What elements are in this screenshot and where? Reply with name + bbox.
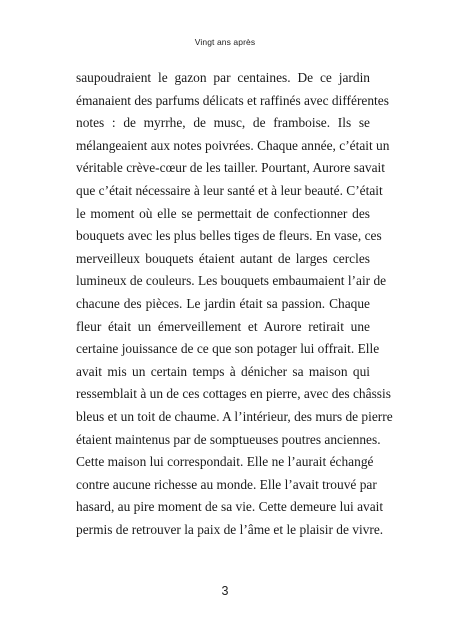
text-line: hasard, au pire moment de sa vie. Cette demeure lui avait	[76, 499, 384, 515]
text-line: certaine jouissance de ce que son potager lui offrait. Elle	[76, 341, 380, 357]
text-line: permis de retrouver la paix de l’âme et le plaisir de vivre.	[76, 521, 384, 537]
text-line: notes : de myrrhe, de musc, de framboise. Ils se	[76, 115, 370, 131]
text-line: mélangeaient aux notes poivrées. Chaque année, c’était un	[76, 137, 390, 153]
body-text	[76, 67, 393, 541]
text-line: chacune des pièces. Le jardin était sa passion. Chaque	[76, 295, 370, 311]
text-line: étaient maintenus par de somptueuses poutres anciennes.	[76, 431, 381, 447]
text-line: merveilleux bouquets étaient autant de larges cercles	[76, 250, 370, 266]
text-line: contre aucune richesse au monde. Elle l’avait trouvé par	[76, 476, 377, 492]
text-line: lumineux de couleurs. Les bouquets embaumaient l’air de	[76, 273, 387, 289]
text-line: saupoudraient le gazon par centaines. De ce jardin	[76, 70, 370, 85]
text-line: ressemblait à un de ces cottages en pierre, avec des châssis	[76, 386, 391, 402]
text-line: le moment où elle se permettait de confectionner des	[76, 205, 370, 221]
text-line: émanaient des parfums délicats et raffinés avec différentes	[76, 92, 389, 108]
page-number: 3	[221, 584, 229, 598]
text-line: Cette maison lui correspondait. Elle ne l’aurait échangé	[76, 454, 374, 470]
text-line: bleus et un toit de chaume. A l’intérieur, des murs de pierre	[76, 408, 393, 424]
text-line: avait mis un certain temps à dénicher sa maison qui	[76, 363, 370, 379]
running-header: Vingt ans après	[194, 37, 256, 47]
text-line: véritable crève-cœur de les tailler. Pourtant, Aurore savait	[76, 160, 385, 176]
text-line: bouquets avec les plus belles tiges de fleurs. En vase, ces	[76, 228, 382, 244]
text-line: que c’était nécessaire à leur santé et à leur beauté. C’était	[76, 182, 383, 198]
text-line: fleur était un émerveillement et Aurore retirait une	[76, 318, 370, 334]
